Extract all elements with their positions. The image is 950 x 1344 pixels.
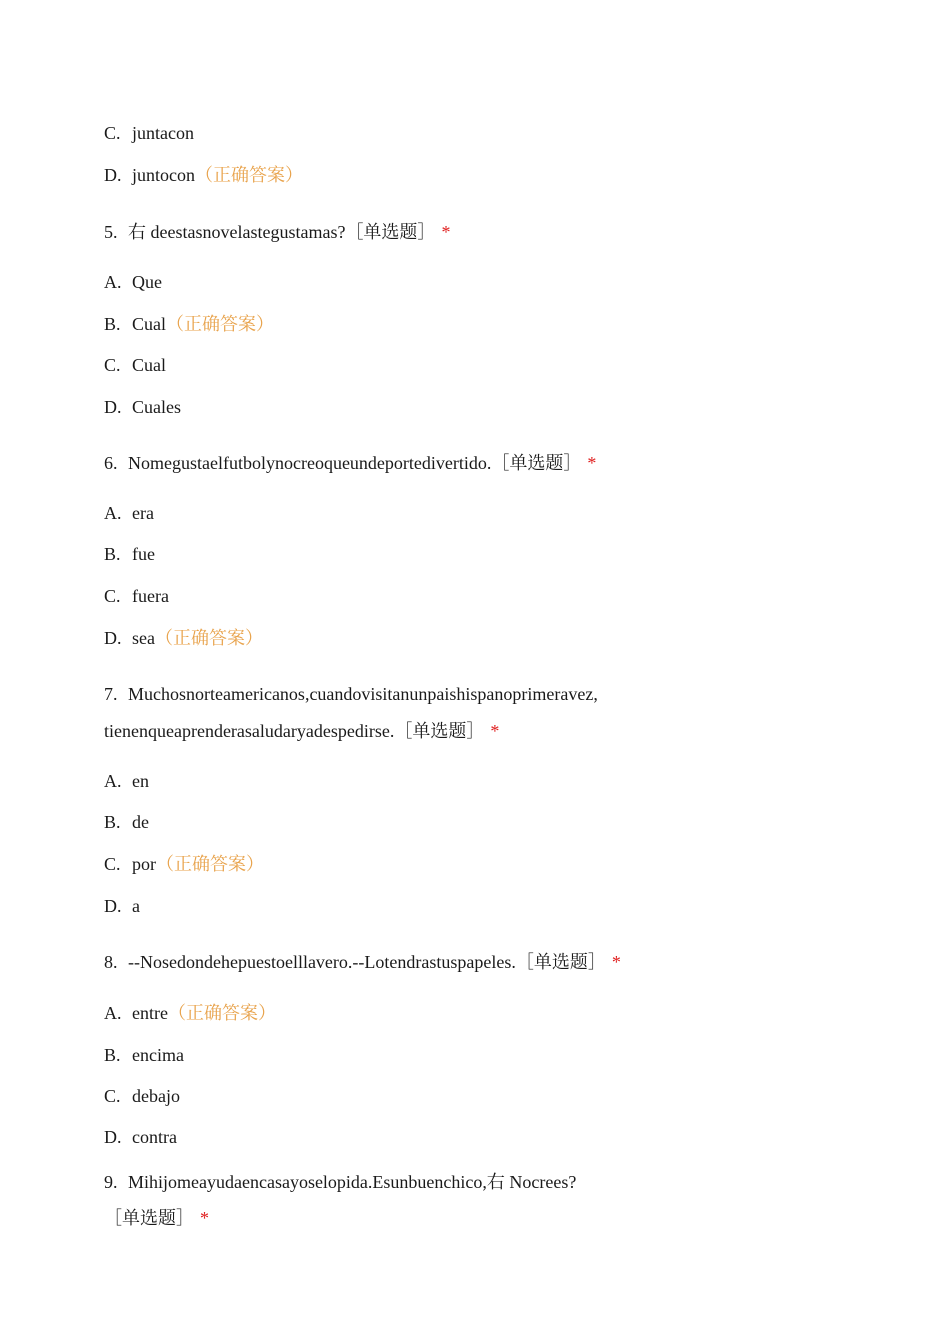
required-mark: *: [490, 721, 500, 741]
option-text: encima: [132, 1045, 184, 1065]
option-text: fue: [132, 544, 155, 564]
question-type-tag: ［单选题］: [491, 453, 582, 473]
option-text: entre: [132, 1003, 168, 1023]
option-d[interactable]: [104, 894, 140, 918]
option-d[interactable]: [104, 163, 303, 187]
option-b[interactable]: [104, 810, 149, 834]
correct-answer-mark: （正确答案）: [156, 854, 264, 874]
correct-answer-mark: （正确答案）: [195, 165, 303, 185]
required-mark: *: [587, 453, 597, 473]
question-text-line1: Muchosnorteamericanos,cuandovisitanunpaishispanoprimeravez,: [128, 684, 598, 704]
question-5: [104, 220, 450, 244]
required-mark: *: [200, 1208, 209, 1228]
question-8: [104, 950, 621, 974]
option-letter: D.: [104, 1127, 122, 1147]
question-number: 6.: [104, 453, 118, 473]
option-letter: A.: [104, 771, 122, 791]
option-text: sea: [132, 628, 155, 648]
option-letter: C.: [104, 586, 121, 606]
option-d[interactable]: [104, 1125, 177, 1149]
option-text: contra: [132, 1127, 177, 1147]
option-text: en: [132, 771, 149, 791]
question-text: 右 deestasnovelastegustamas?: [128, 222, 346, 242]
question-text: Mihijomeayudaencasayoselopida.Esunbuenchico,右 Nocrees?: [128, 1172, 577, 1192]
correct-answer-mark: （正确答案）: [166, 314, 274, 334]
question-number: 7.: [104, 684, 118, 704]
option-letter: B.: [104, 1045, 121, 1065]
option-text: por: [132, 854, 156, 874]
correct-answer-mark: （正确答案）: [167, 1003, 276, 1023]
correct-answer-mark: （正确答案）: [154, 628, 263, 648]
question-7: [104, 682, 598, 706]
option-letter: A.: [104, 503, 122, 523]
option-text: Cual: [132, 355, 166, 375]
question-number: 8.: [104, 952, 118, 972]
question-type-tag: ［单选题］: [394, 721, 485, 741]
option-letter: B.: [104, 812, 121, 832]
option-letter: B.: [104, 544, 121, 564]
question-6: [104, 451, 596, 475]
required-mark: *: [611, 952, 621, 972]
option-b[interactable]: [104, 542, 155, 566]
option-letter: D.: [104, 397, 122, 417]
question-text-line2: tienenqueaprenderasaludaryadespedirse.: [104, 721, 395, 741]
option-c[interactable]: [104, 121, 194, 145]
question-type-tag: ［单选题］: [345, 222, 436, 242]
option-text: fuera: [132, 586, 169, 606]
option-a[interactable]: [104, 769, 149, 793]
option-letter: D.: [104, 628, 122, 648]
option-text: de: [132, 812, 149, 832]
option-text: debajo: [132, 1086, 180, 1106]
option-a[interactable]: [104, 1001, 276, 1025]
option-a[interactable]: [104, 270, 162, 294]
option-c[interactable]: [104, 584, 169, 608]
option-letter: C.: [104, 1086, 121, 1106]
option-text: Que: [132, 272, 162, 292]
option-b[interactable]: [104, 1043, 184, 1067]
option-letter: A.: [104, 272, 122, 292]
option-text: Cuales: [132, 397, 181, 417]
question-text: --Nosedondehepuestoelllavero.--Lotendrastuspapeles.: [128, 952, 516, 972]
option-c[interactable]: [104, 353, 166, 377]
question-number: 9.: [104, 1172, 118, 1192]
option-letter: C.: [104, 123, 121, 143]
question-7-continued: [104, 719, 499, 743]
question-type-tag: ［单选题］: [104, 1208, 194, 1228]
question-number: 5.: [104, 222, 118, 242]
option-letter: B.: [104, 314, 121, 334]
option-letter: D.: [104, 165, 122, 185]
option-text: a: [132, 896, 140, 916]
option-c[interactable]: [104, 852, 264, 876]
question-9: [104, 1170, 576, 1194]
required-mark: *: [441, 222, 451, 242]
option-letter: D.: [104, 896, 122, 916]
option-b[interactable]: [104, 312, 274, 336]
option-letter: C.: [104, 854, 121, 874]
option-d[interactable]: [104, 626, 263, 650]
option-c[interactable]: [104, 1084, 180, 1108]
option-a[interactable]: [104, 501, 154, 525]
option-text: era: [132, 503, 154, 523]
question-9-continued: [104, 1206, 209, 1230]
question-text: Nomegustaelfutbolynocreoqueundeportedivertido.: [128, 453, 492, 473]
option-text: juntocon: [132, 165, 195, 185]
option-letter: A.: [104, 1003, 122, 1023]
option-letter: C.: [104, 355, 121, 375]
option-d[interactable]: [104, 395, 181, 419]
option-text: juntacon: [132, 123, 194, 143]
question-type-tag: ［单选题］: [515, 952, 606, 972]
option-text: Cual: [132, 314, 166, 334]
